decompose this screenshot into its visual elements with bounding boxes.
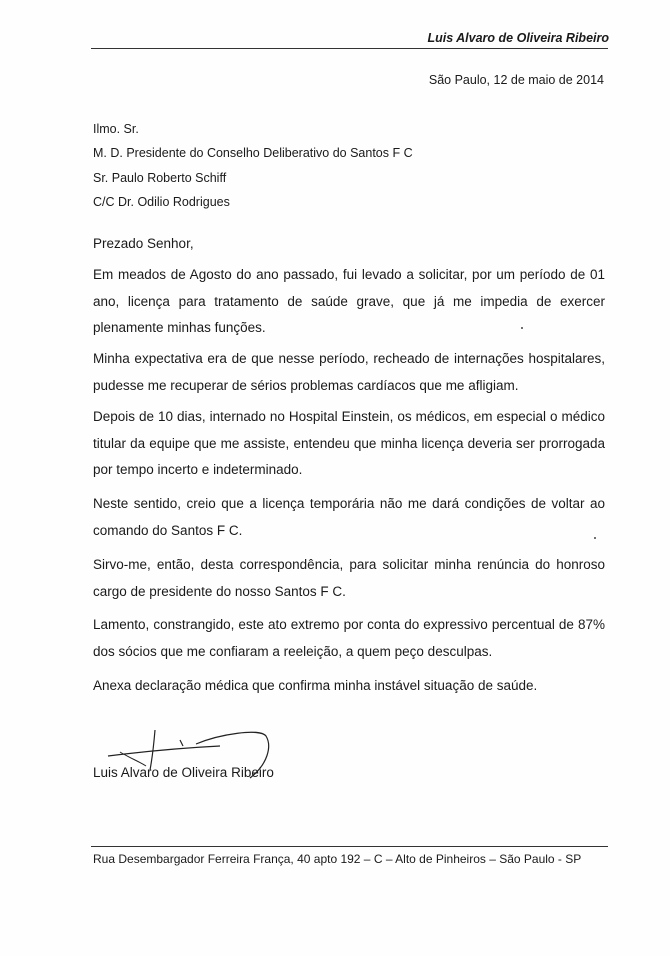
addressee-name: Sr. Paulo Roberto Schiff	[93, 171, 227, 185]
paragraph-6: Lamento, constrangido, este ato extremo por conta do expressivo percentual de 87% dos sócios que me confiaram a reeleição, a quem peço desculpas.	[93, 617, 605, 659]
footer-address: Rua Desembargador Ferreira França, 40 apto 192 – C – Alto de Pinheiros – São Paulo - SP	[93, 852, 582, 866]
scan-speck	[594, 537, 596, 539]
signature-name: Luis Alvaro de Oliveira Ribeiro	[93, 765, 274, 780]
footer-rule	[91, 846, 608, 847]
addressee-title: Ilmo. Sr.	[93, 122, 139, 136]
paragraph-5: Sirvo-me, então, desta correspondência, para solicitar minha renúncia do honroso cargo de presidente do nosso Santos F C.	[93, 557, 605, 599]
salutation: Prezado Senhor,	[93, 236, 194, 251]
paragraph-1: Em meados de Agosto do ano passado, fui levado a solicitar, por um período de 01 ano, licença para tratamento de saúde grave, que já me impedia de exercer plenamente minhas funções.	[93, 267, 605, 335]
paragraph-4: Neste sentido, creio que a licença temporária não me dará condições de voltar ao comando do Santos F C.	[93, 496, 605, 538]
paragraph-3: Depois de 10 dias, internado no Hospital Einstein, os médicos, em especial o médico titular da equipe que me assiste, entendeu que minha licença deveria ser prorrogada por tempo incerto e indeterminado.	[93, 409, 605, 477]
paragraph-7: Anexa declaração médica que confirma minha instável situação de saúde.	[93, 678, 538, 693]
letterhead-name: Luis Alvaro de Oliveira Ribeiro	[427, 31, 609, 45]
letterhead-rule	[91, 48, 608, 49]
paragraph-2: Minha expectativa era de que nesse período, recheado de internações hospitalares, pudesse me recuperar de sérios problemas cardíacos que me afligiam.	[93, 351, 605, 393]
scan-speck	[521, 327, 523, 329]
addressee-cc: C/C Dr. Odilio Rodrigues	[93, 195, 230, 209]
addressee-position: M. D. Presidente do Conselho Deliberativo do Santos F C	[93, 146, 413, 160]
date-line: São Paulo, 12 de maio de 2014	[428, 73, 604, 87]
